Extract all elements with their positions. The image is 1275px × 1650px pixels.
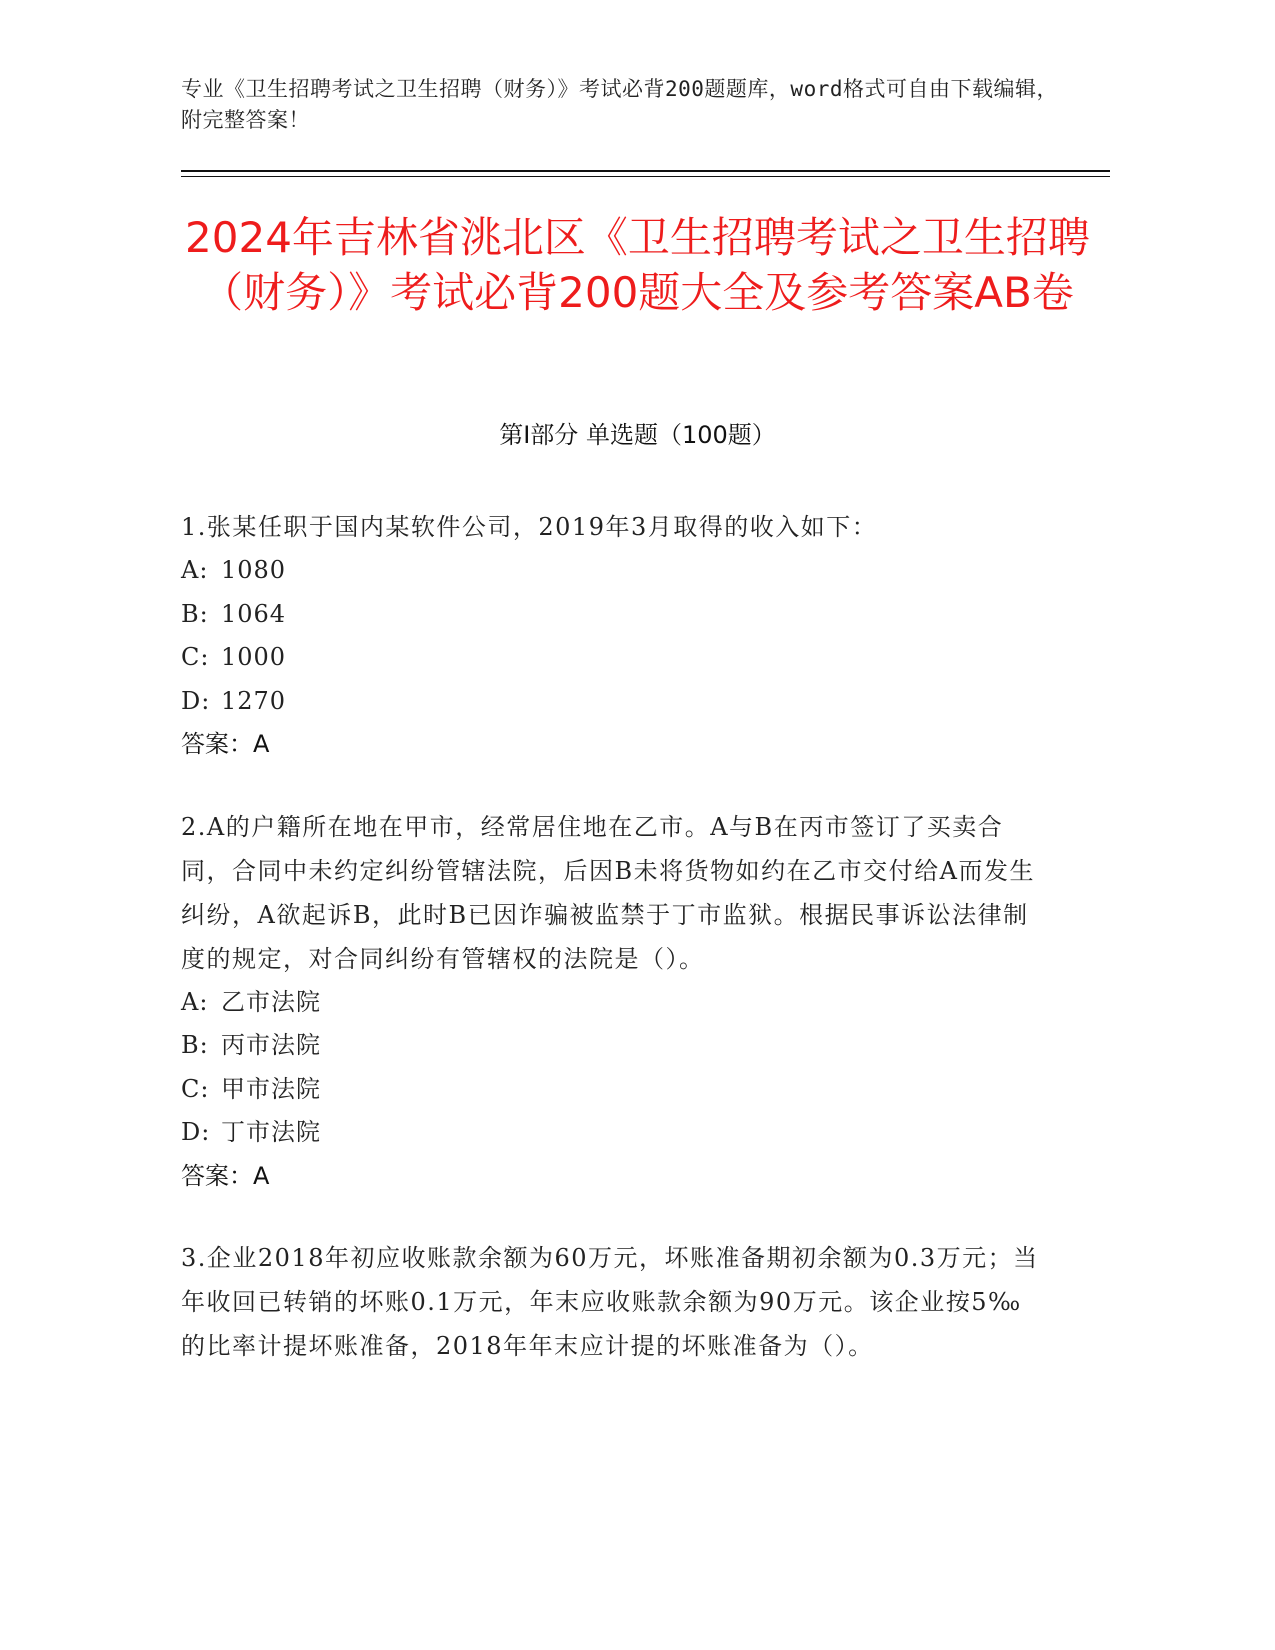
question-1 <box>181 505 1041 767</box>
section-title: 第Ⅰ部分 单选题（100题） <box>499 421 776 449</box>
option-letter: D: <box>181 1118 211 1146</box>
option-c <box>181 636 1041 680</box>
option-text: 乙市法院 <box>221 987 321 1016</box>
question-list <box>181 505 1041 1406</box>
header-divider-thin <box>181 176 1110 177</box>
option-a <box>181 549 1041 593</box>
option-text: 1064 <box>221 599 287 628</box>
option-letter: C: <box>181 1074 210 1103</box>
question-stem: 2.A的户籍所在地在甲市，经常居住地在乙市。A与B在丙市签订了买卖合同，合同中未约定纠纷管辖法院，后因B未将货物如约在乙市交付给A而发生纠纷，A欲起诉B，此时B已因诈骗被监禁于丁市监狱。根据民事诉讼法律制度的规定，对合同纠纷有管辖权的法院是（）。 <box>181 812 1035 973</box>
option-letter: A: <box>181 987 209 1016</box>
option-letter: B: <box>181 599 209 628</box>
header-note: 专业《卫生招聘考试之卫生招聘（财务）》考试必背200题题库，word格式可自由下载编辑，附完整答案！ <box>181 77 1058 132</box>
document-title: 2024年吉林省洮北区《卫生招聘考试之卫生招聘（财务）》考试必背200题大全及参考答案AB卷 <box>185 213 1090 317</box>
option-d <box>181 680 1041 724</box>
option-a <box>181 981 1041 1025</box>
option-b <box>181 593 1041 637</box>
header-divider-thick <box>181 170 1110 172</box>
option-text: 1000 <box>221 643 287 671</box>
option-letter: A: <box>181 556 209 584</box>
option-d <box>181 1111 1041 1155</box>
answer: 答案：A <box>181 730 270 758</box>
option-letter: B: <box>181 1031 209 1059</box>
option-b <box>181 1024 1041 1068</box>
answer: 答案：A <box>181 1161 270 1190</box>
option-c <box>181 1068 1041 1112</box>
question-stem: 1.张某任职于国内某软件公司，2019年3月取得的收入如下： <box>181 513 878 541</box>
question-2 <box>181 805 1041 1199</box>
option-text: 1270 <box>221 686 287 715</box>
option-letter: D: <box>181 686 211 715</box>
question-stem: 3.企业2018年初应收账款余额为60万元，坏账准备期初余额为0.3万元；当年收回已转销的坏账0.1万元，年末应收账款余额为90万元。该企业按5‰的比率计提坏账准备，2018年年末应计提的坏账准备为（）。 <box>181 1244 1039 1360</box>
option-letter: C: <box>181 643 210 671</box>
option-text: 丁市法院 <box>221 1118 321 1146</box>
question-3 <box>181 1236 1041 1368</box>
option-text: 1080 <box>221 556 287 584</box>
option-text: 丙市法院 <box>221 1031 321 1059</box>
option-text: 甲市法院 <box>221 1074 321 1103</box>
